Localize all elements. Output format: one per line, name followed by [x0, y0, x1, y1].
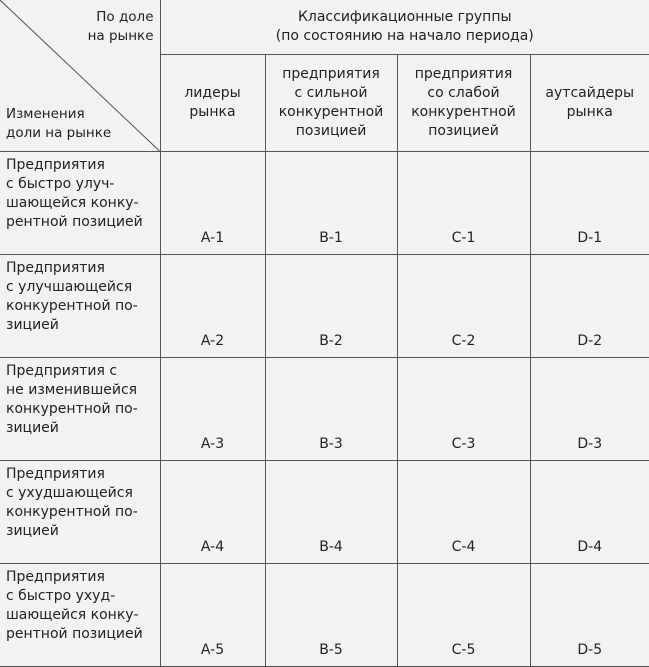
row-header: Предприятия с быстро улуч- шающейся конку- рентной позицией — [0, 152, 160, 255]
cell-code: B-2 — [265, 255, 397, 358]
table-row — [0, 564, 649, 667]
cell-code: C-5 — [397, 564, 530, 667]
cell-code: A-3 — [160, 358, 265, 461]
column-header-weak: предприятия со слабой конкурентной позицией — [397, 55, 530, 152]
corner-top-label: По доле на рынке — [87, 9, 154, 44]
corner-bottom-label: Изменения доли на рынке — [6, 106, 112, 141]
row-header: Предприятия с ухудшающейся конкурентной по- зицией — [0, 461, 160, 564]
row-header: Предприятия с быстро ухуд- шающейся конку- рентной позицией — [0, 564, 160, 667]
cell-code: B-5 — [265, 564, 397, 667]
header-row-groups — [0, 0, 649, 55]
cell-code: A-1 — [160, 152, 265, 255]
cell-code: D-1 — [530, 152, 649, 255]
table-row — [0, 152, 649, 255]
group-title: Классификационные группы (по состоянию на начало периода) — [160, 0, 649, 55]
table-row — [0, 255, 649, 358]
cell-code: D-3 — [530, 358, 649, 461]
corner-cell — [0, 0, 160, 152]
cell-code: B-3 — [265, 358, 397, 461]
cell-code: D-2 — [530, 255, 649, 358]
cell-code: B-4 — [265, 461, 397, 564]
cell-code: A-4 — [160, 461, 265, 564]
cell-code: D-5 — [530, 564, 649, 667]
cell-code: C-4 — [397, 461, 530, 564]
cell-code: B-1 — [265, 152, 397, 255]
cell-code: C-2 — [397, 255, 530, 358]
row-header: Предприятия с улучшающейся конкурентной по- зицией — [0, 255, 160, 358]
column-header-strong: предприятия с сильной конкурентной позицией — [265, 55, 397, 152]
cell-code: A-5 — [160, 564, 265, 667]
cell-code: C-1 — [397, 152, 530, 255]
row-header: Предприятия с не изменившейся конкурентной по- зицией — [0, 358, 160, 461]
table-row — [0, 461, 649, 564]
table-row — [0, 358, 649, 461]
column-header-outsiders: аутсайдеры рынка — [530, 55, 649, 152]
column-header-leaders: лидеры рынка — [160, 55, 265, 152]
cell-code: D-4 — [530, 461, 649, 564]
cell-code: C-3 — [397, 358, 530, 461]
cell-code: A-2 — [160, 255, 265, 358]
